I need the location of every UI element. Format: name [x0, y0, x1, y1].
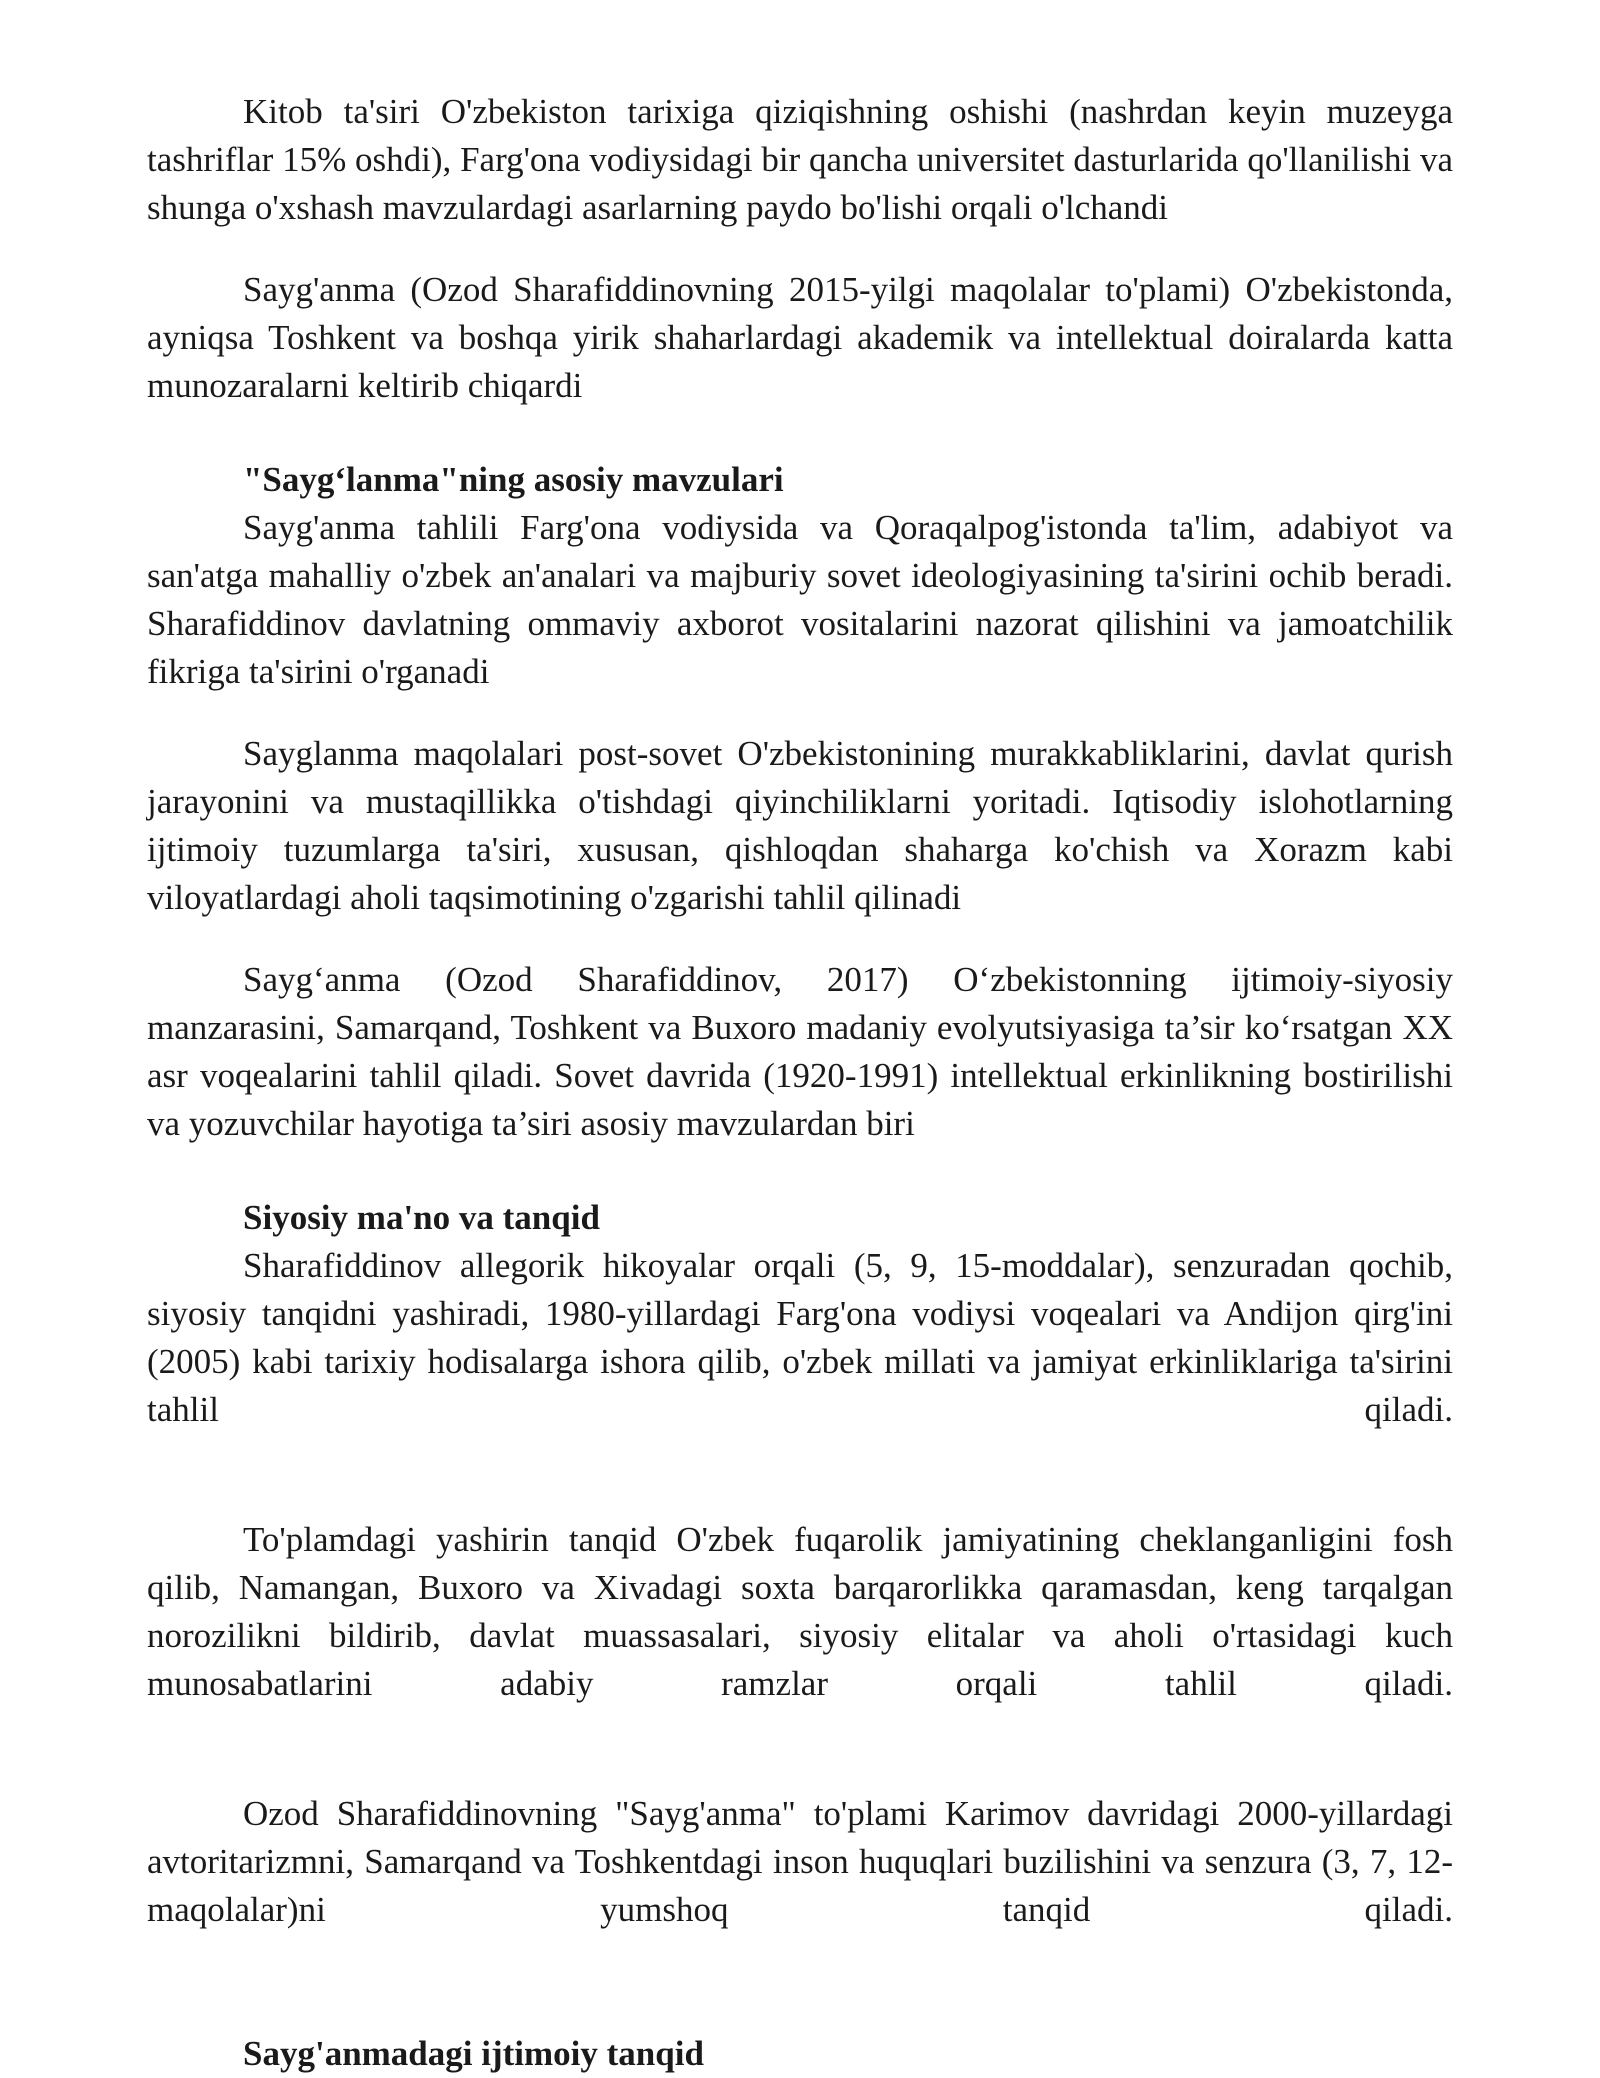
paragraph-post-soviet: Sayglanma maqolalari post-sovet O'zbekistonining murakkabliklarini, davlat qurish jarayonini va mustaqillikka o'tishdagi qiyinchiliklarni yoritadi. Iqtisodiy islohotlarning ijtimoiy tuzumlarga ta'siri, xususan, qishloqdan shaharga ko'chish va Xorazm kabi viloyatlardagi aholi taqsimotining o'zgarishi tahlil qilinadi — [147, 734, 1453, 917]
heading-social-criticism: Sayg'anmadagi ijtimoiy tanqid — [243, 2034, 704, 2073]
paragraph-analysis-fergana: Sayg'anma tahlili Farg'ona vodiysida va Qoraqalpog'istonda ta'lim, adabiyot va san'atga mahalliy o'zbek an'analari va majburiy sovet ideologiyasining ta'sirini ochib beradi. Sharafiddinov davlatning ommaviy axborot vositalarini nazorat qilishini va jamoatchilik fikriga ta'sirini o'rganadi — [147, 508, 1453, 691]
paragraph-saganma-debate: Sayg'anma (Ozod Sharafiddinovning 2015-yilgi maqolalar to'plami) O'zbekistonda, ayniqsa Toshkent va boshqa yirik shaharlardagi akademik va intellektual doiralarda katta munozaralarni keltirib chiqardi — [147, 270, 1453, 405]
paragraph-sociopolitical: Sayg‘anma (Ozod Sharafiddinov, 2017) O‘zbekistonning ijtimoiy-siyosiy manzarasini, Samarqand, Toshkent va Buxoro madaniy evolyutsiyasiga ta’sir ko‘rsatgan XX asr voqealarini tahlil qiladi. Sovet davrida (1920-1991) intellektual erkinlikning bostirilishi va yozuvchilar hayotiga ta’siri asosiy mavzulardan biri — [147, 960, 1453, 1143]
heading-political-meaning: Siyosiy ma'no va tanqid — [243, 1198, 600, 1237]
document-body — [147, 88, 1453, 2078]
paragraph-book-impact: Kitob ta'siri O'zbekiston tarixiga qiziqishning oshishi (nashrdan keyin muzeyga tashriflar 15% oshdi), Farg'ona vodiysidagi bir qancha universitet dasturlarida qo'llanilishi va shunga o'xshash mavzulardagi asarlarning paydo bo'lishi orqali o'lchandi — [147, 92, 1453, 227]
paragraph-allegorical: Sharafiddinov allegorik hikoyalar orqali (5, 9, 15-moddalar), senzuradan qochib, siyosiy tanqidni yashiradi, 1980-yillardagi Farg'ona vodiysi voqealari va Andijon qirg'ini (2005) kabi tarixiy hodisalarga ishora qilib, o'zbek millati va jamiyat erkinliklariga ta'sirini tahlil qiladi. — [147, 1246, 1453, 1429]
paragraph-karimov-era: Ozod Sharafiddinovning "Sayg'anma" to'plami Karimov davridagi 2000-yillardagi avtoritarizmni, Samarqand va Toshkentdagi inson huquqlari buzilishini va senzura (3, 7, 12-maqolalar)ni yumshoq tanqid qiladi. — [147, 1794, 1453, 1929]
heading-main-themes: "Sayg‘lanma"ning asosiy mavzulari — [243, 460, 784, 499]
paragraph-hidden-criticism: To'plamdagi yashirin tanqid O'zbek fuqarolik jamiyatining cheklanganligini fosh qilib, Namangan, Buxoro va Xivadagi soxta barqarorlikka qaramasdan, keng tarqalgan norozilikni bildirib, davlat muassasalari, siyosiy elitalar va aholi o'rtasidagi kuch munosabatlarini adabiy ramzlar orqali tahlil qiladi. — [147, 1520, 1453, 1703]
